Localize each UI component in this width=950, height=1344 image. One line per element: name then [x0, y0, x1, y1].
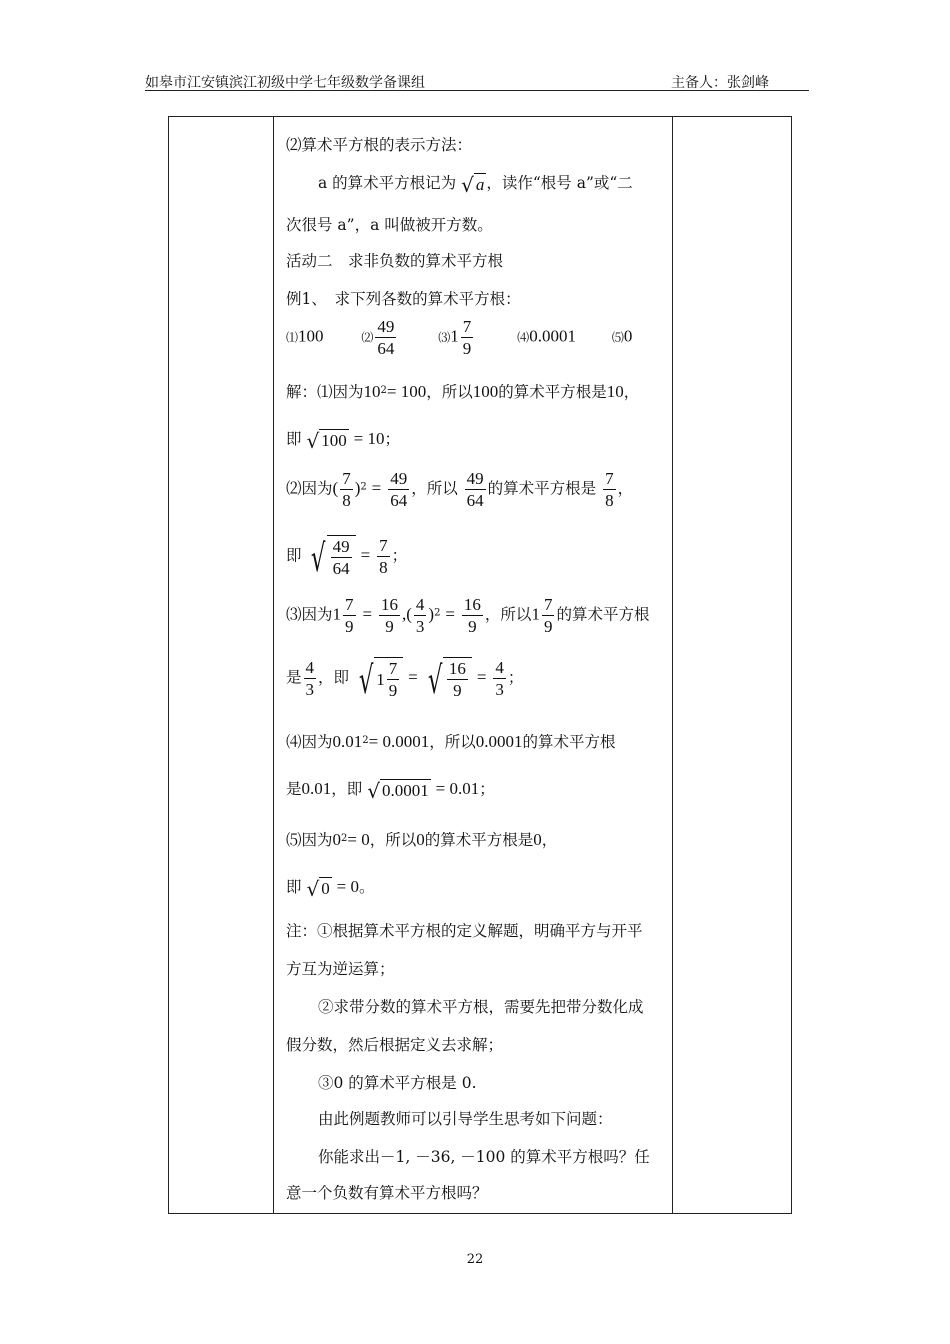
- line-solution-2: ⑵因为( $\frac{7}{8}$ )$^2$ = $\frac{49}{64}$ ，所以 $\frac{49}{64}$ 的算术平方根是 $\frac{7}{8}$ ，: [286, 469, 634, 510]
- fraction: $\frac{7}{8}$: [605, 469, 614, 510]
- fraction: $\frac{7}{8}$: [342, 469, 351, 510]
- fraction: $\frac{4}{3}$: [495, 658, 504, 699]
- fraction: $\frac{7}{9}$: [543, 595, 553, 636]
- right-column: [673, 117, 792, 1214]
- line-solution-4: ⑷因为$0.01^2= 0.0001$，所以0.0001的算术平方根: [286, 732, 616, 751]
- fraction: $\frac{16}{9}$: [463, 595, 481, 636]
- line-note-5: ③0 的算术平方根是 0.: [318, 1074, 477, 1092]
- line-example-items: ⑴100 ⑵ $\frac{49}{64}$ ⑶1 $\frac{7}{9}$ ⑷0.0001 ⑸0: [286, 317, 633, 358]
- line-note-7: 你能求出－1, －36, －100 的算术平方根吗？任: [318, 1148, 650, 1166]
- sqrt-0: √ 0: [306, 877, 330, 901]
- lesson-table: [168, 116, 792, 1214]
- header-author: 主备人：张剑峰: [671, 75, 769, 91]
- line-note-2: 方互为逆运算；: [286, 960, 395, 978]
- line-solution-5b: 即 √ 0 = 0。: [286, 877, 375, 901]
- sqrt-16-over-9: √ $\frac{16}{9}$: [423, 657, 472, 700]
- fraction: $\frac{7}{8}$: [379, 536, 388, 577]
- line-solution-1b: 即 √ 100 = 10；: [286, 429, 400, 453]
- header-school: 如皋市江安镇滨江初级中学七年级数学备课组: [145, 75, 425, 91]
- sqrt-a: √ a: [461, 173, 485, 197]
- sqrt-00001: √ 0.0001: [367, 779, 429, 803]
- fraction: $\frac{49}{64}$: [390, 469, 408, 510]
- fraction: $\frac{16}{9}$: [380, 595, 398, 636]
- fraction: $\frac{16}{9}$: [448, 659, 466, 700]
- line-radicand: 次很号 a”，a 叫做被开方数。: [286, 216, 493, 234]
- line-notation: a 的算术平方根记为 √ a ，读作“根号 a”或“二: [318, 173, 633, 197]
- line-solution-3: ⑶因为1 $\frac{7}{9}$ = $\frac{16}{9}$ ,( $\frac{4}{3}$ )$^2$ = $\frac{16}{9}$ ，所以1 $\frac{7}{9}$ 的算术平方根: [286, 595, 650, 636]
- left-column: [169, 117, 274, 1214]
- line-example-title: 例1、 求下列各数的算术平方根：: [286, 290, 521, 308]
- line-note-6: 由此例题教师可以引导学生思考如下问题：: [318, 1110, 613, 1128]
- line-solution-5: ⑸因为$0^2= 0$，所以0的算术平方根是0，: [286, 830, 558, 849]
- line-note-8: 意一个负数有算术平方根吗？: [286, 1184, 488, 1202]
- fraction: $\frac{7}{9}$: [462, 317, 472, 358]
- line-solution-4b: 是0.01，即 √ 0.0001 = 0.01；: [286, 779, 495, 803]
- fraction: $\frac{4}{3}$: [415, 595, 425, 636]
- line-activity-two: 活动二 求非负数的算术平方根: [286, 252, 504, 270]
- fraction: $\frac{7}{9}$: [345, 595, 354, 636]
- content-column: [274, 117, 673, 1214]
- page-number: 22: [466, 1252, 484, 1267]
- fraction: $\frac{49}{64}$: [332, 537, 350, 578]
- sqrt-100: √ 100: [306, 429, 347, 453]
- line-note-4: 假分数，然后根据定义去求解；: [286, 1036, 504, 1054]
- page-header: [145, 72, 809, 91]
- line-solution-1: 解：⑴因为$10^2= 100$，所以100的算术平方根是10，: [286, 382, 640, 401]
- sqrt-49-over-64: √ $\frac{49}{64}$: [306, 535, 355, 578]
- fraction: $\frac{49}{64}$: [466, 469, 484, 510]
- fraction: $\frac{49}{64}$: [377, 317, 395, 358]
- line-solution-3b: 是 $\frac{4}{3}$ ，即 √ 1 $\frac{7}{9}$ = √ $\frac{16}{9}$ = $\frac{4}{3}$ ；: [286, 658, 524, 702]
- line-note-3: ②求带分数的算术平方根，需要先把带分数化成: [318, 998, 644, 1016]
- fraction: $\frac{7}{9}$: [388, 659, 398, 700]
- sqrt-mixed: √ 1 $\frac{7}{9}$: [354, 657, 403, 700]
- line-solution-2b: 即 √ $\frac{49}{64}$ = $\frac{7}{8}$ ；: [286, 536, 408, 580]
- line-note-1: 注：①根据算术平方根的定义解题，明确平方与开平: [286, 922, 643, 940]
- fraction: $\frac{4}{3}$: [305, 658, 315, 699]
- line-representation-title: ⑵算术平方根的表示方法：: [286, 136, 473, 154]
